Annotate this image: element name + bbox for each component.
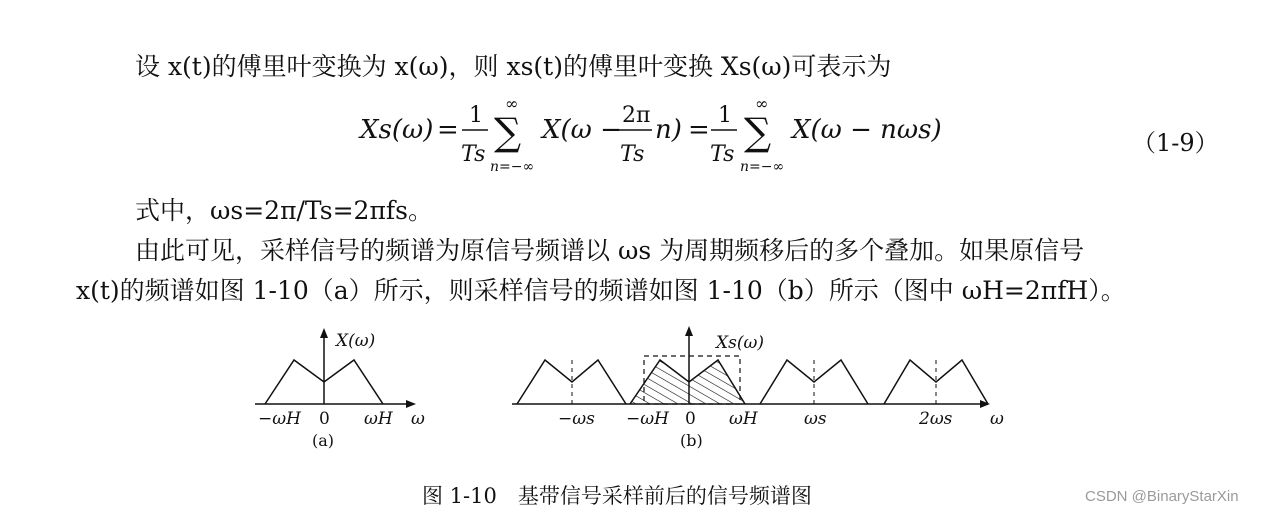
fig-b-ylabel: Xs(ω): [716, 333, 764, 353]
eq-frac2-num: 2π: [622, 103, 651, 128]
eq-sum1-bottom: n=−∞: [490, 159, 535, 175]
fig-b-tick-neg-wh: −ωH: [626, 409, 669, 429]
eq-term1: X(ω −: [542, 115, 622, 145]
eq-term1-tail: n): [655, 115, 682, 145]
fig-b-tick-2ws: 2ωs: [919, 409, 953, 429]
fig-a-axis-label: ω: [411, 409, 425, 429]
text-line-3: 式中，ωs=2π/Ts=2πfs。: [135, 196, 433, 225]
fig-b-base-band-hatch: [630, 360, 745, 404]
fig-b-replica-neg: [517, 360, 626, 404]
figure-b: [512, 326, 1004, 450]
fig-a-tick-zero: 0: [319, 409, 330, 429]
text-line-1: 设 x(t)的傅里叶变换为 x(ω)，则 xs(t)的傅里叶变换 Xs(ω)可表示为: [135, 52, 892, 81]
eq-equals-1: =: [437, 115, 459, 145]
eq-frac2-den: Ts: [620, 142, 645, 167]
text-line-5: x(t)的频谱如图 1-10（a）所示，则采样信号的频谱如图 1-10（b）所示（图中 ωH=2πfH）。: [76, 276, 1126, 305]
eq-sum2-sign: ∑: [744, 110, 772, 154]
eq-sum2-bottom: n=−∞: [740, 159, 785, 175]
spectrum-figure: [0, 320, 1279, 470]
eq-sum1-sign: ∑: [494, 110, 522, 154]
text-line-4: 由此可见，采样信号的频谱为原信号频谱以 ωs 为周期频移后的多个叠加。如果原信号: [135, 236, 1085, 265]
equation-1-9: [0, 95, 1279, 185]
eq-sum1-top: ∞: [505, 95, 519, 113]
figure-caption: 图 1-10 基带信号采样前后的信号频谱图: [422, 484, 812, 508]
fig-b-sublabel: (b): [680, 431, 703, 450]
fig-b-replica-2ws: [884, 360, 988, 404]
fig-b-replica-ws: [760, 360, 868, 404]
eq-frac1-num: 1: [469, 103, 483, 128]
fig-b-y-arrow: [685, 326, 693, 336]
eq-frac1-den: Ts: [461, 142, 486, 167]
watermark: CSDN @BinaryStarXin: [1085, 488, 1239, 505]
fig-a-sublabel: (a): [312, 431, 335, 450]
fig-a-y-arrow: [320, 328, 328, 338]
eq-equals-2: =: [688, 115, 710, 145]
eq-lhs: Xs(ω): [360, 115, 434, 145]
eq-frac3-den: Ts: [710, 142, 735, 167]
fig-b-x-arrow: [980, 400, 990, 408]
fig-a-tick-wh: ωH: [364, 409, 393, 429]
fig-a-x-arrow: [406, 400, 416, 408]
fig-b-tick-neg-ws: −ωs: [558, 409, 595, 429]
equation-number: （1-9）: [1132, 129, 1219, 157]
fig-a-ylabel: X(ω): [336, 331, 376, 351]
fig-b-tick-wh: ωH: [729, 409, 758, 429]
eq-frac3-num: 1: [718, 103, 732, 128]
fig-b-tick-ws: ωs: [804, 409, 827, 429]
fig-b-tick-zero: 0: [685, 409, 696, 429]
fig-b-axis-label: ω: [990, 409, 1004, 429]
fig-a-tick-neg-wh: −ωH: [258, 409, 301, 429]
eq-term2: X(ω − nωs): [792, 115, 942, 145]
eq-sum2-top: ∞: [755, 95, 769, 113]
figure-a: [255, 328, 425, 450]
